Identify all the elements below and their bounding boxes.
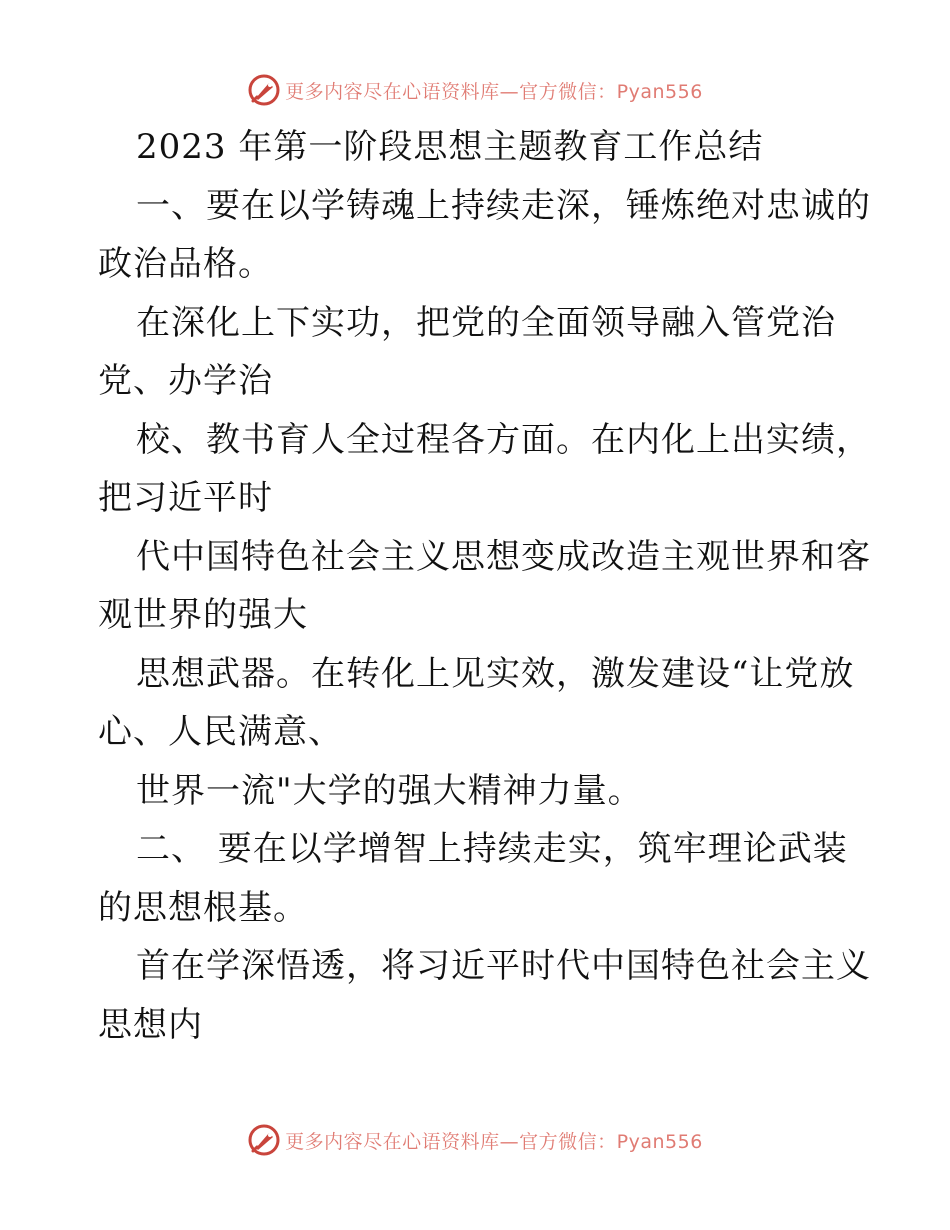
document-line: 观世界的强大 (98, 595, 308, 635)
watermark-text: 更多内容尽在心语资料库—官方微信：Pyan556 (285, 80, 703, 103)
document-line: 党、办学治 (98, 361, 273, 401)
document-line: 思想内 (98, 1004, 203, 1045)
watermark-text: 更多内容尽在心语资料库—官方微信：Pyan556 (285, 1130, 703, 1153)
document-line: 2023 年第一阶段思想主题教育工作总结 (136, 127, 764, 167)
pen-nib-logo-icon (247, 1123, 281, 1157)
header-watermark (0, 70, 950, 110)
document-line: 的思想根基。 (98, 887, 308, 928)
document-line: 思想武器。在转化上见实效，激发建设“让党放 (136, 653, 855, 694)
document-line: 一、要在以学铸魂上持续走深，锤炼绝对忠诚的 (136, 185, 871, 226)
document-line: 在深化上下实功，把党的全面领导融入管党治 (136, 302, 836, 343)
document-line: 校、教书育人全过程各方面。在内化上出实绩， (136, 419, 871, 460)
footer-watermark (0, 1120, 950, 1160)
document-line: 把习近平时 (98, 478, 273, 518)
document-line: 二、 要在以学增智上持续走实，筑牢理论武装 (136, 829, 848, 869)
document-body (98, 118, 888, 1054)
document-line: 政治品格。 (98, 244, 273, 284)
pen-nib-logo-icon (247, 73, 281, 107)
document-line: 首在学深悟透，将习近平时代中国特色社会主义 (136, 946, 871, 986)
document-line: 心、人民满意、 (98, 712, 343, 752)
document-line: 代中国特色社会主义思想变成改造主观世界和客 (136, 536, 871, 577)
document-line: 世界一流"大学的强大精神力量。 (136, 770, 643, 811)
